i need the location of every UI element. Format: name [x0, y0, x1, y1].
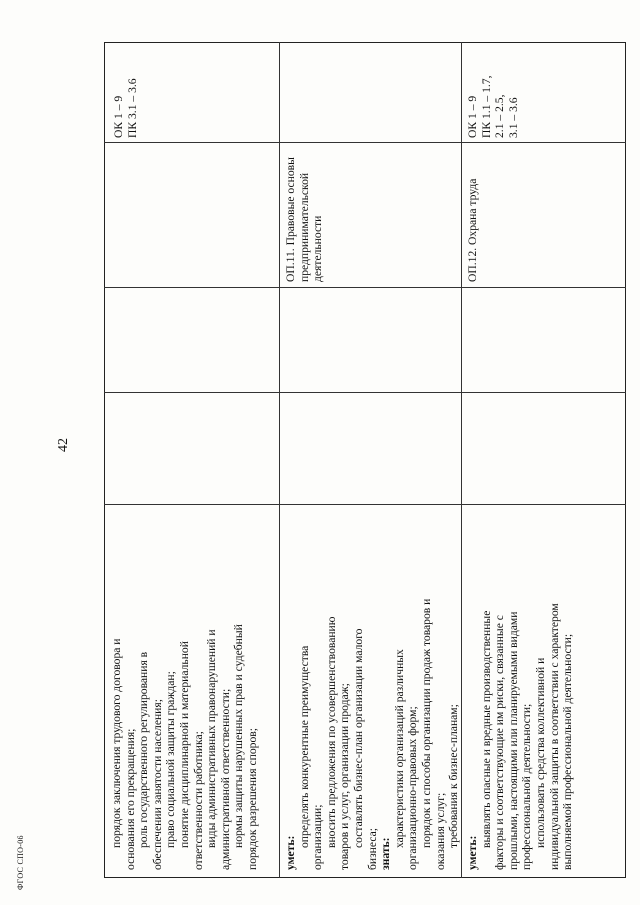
row2-line: знать: — [379, 837, 393, 870]
row1-content-text — [110, 508, 260, 870]
footer-label: ФГОС СПО-06 — [16, 835, 25, 890]
row2-line: уметь: — [284, 835, 297, 870]
row2-line: бизнеса; — [365, 828, 379, 870]
row3-line: выполняемой профессиональной деятельности; — [561, 633, 575, 870]
row1-line: понятие дисциплинарной и материальной — [177, 641, 191, 848]
row1-competencies — [112, 46, 139, 138]
row1-line: роль государственного регулирования в — [137, 651, 151, 848]
row2-line: оказания услуг; — [433, 792, 447, 870]
row1-line: право социальной защиты граждан; — [164, 671, 178, 848]
row2-line: организационно-правовых форм; — [406, 706, 420, 870]
row2-line: требования к бизнес-планам; — [447, 704, 461, 848]
competency-line: 3.1 – 3.6 — [506, 97, 520, 138]
row3-line: профессиональной деятельности; — [520, 703, 534, 870]
row1-line: порядок заключения трудового договора и — [110, 638, 123, 848]
row3-content-text — [466, 508, 575, 870]
competency-line: ОК 1 – 9 — [466, 95, 479, 138]
row2-content-text — [284, 508, 461, 870]
row2-line: товаров и услуг, организации продаж; — [338, 683, 352, 870]
row1-line: порядок разрешения споров; — [245, 728, 259, 870]
row2-line: составлять бизнес-план организации малого — [351, 628, 365, 848]
row1-line: административной ответственности; — [218, 688, 232, 870]
row2-line: порядок и способы организации продаж товаров и — [419, 598, 433, 848]
row3-line: прошлыми, настоящими или планируемыми видами — [506, 611, 520, 870]
row3-line: уметь: — [466, 835, 479, 870]
curriculum-table — [104, 42, 626, 878]
row2-line: организации; — [311, 804, 325, 870]
row-divider-1 — [279, 42, 280, 878]
row2-line: характеристики организаций различных — [392, 649, 406, 848]
row3-competencies — [466, 46, 520, 138]
row3-line: выявлять опасные и вредные производственные — [479, 610, 493, 848]
competency-line: ПК 1.1 – 1.7, — [479, 75, 493, 138]
competency-line: ПК 3.1 – 3.6 — [125, 78, 139, 138]
column-divider-1 — [104, 504, 626, 505]
row1-line: обеспечении занятости населения; — [150, 699, 164, 870]
page-number: 42 — [56, 438, 71, 452]
row1-line: ответственности работника; — [191, 731, 205, 870]
row2-discipline-title: ОП.11. Правовые основы предпринимательской деятельности — [284, 157, 325, 282]
row3-line: индивидуальной защиты в соответствии с характером — [547, 603, 561, 870]
row3-discipline-title: ОП.12. Охрана труда — [466, 178, 479, 282]
column-divider-4 — [104, 142, 626, 143]
competency-line: 2.1 – 2.5, — [493, 94, 507, 138]
row1-line: виды административных правонарушений и — [205, 629, 219, 848]
row2-line: вносить предложения по усовершенствованию — [324, 616, 338, 848]
column-divider-3 — [104, 287, 626, 288]
row1-line: нормы защиты нарушенных прав и судебный — [232, 624, 246, 848]
row-divider-2 — [461, 42, 462, 878]
row1-line: основания его прекращения; — [123, 728, 137, 870]
competency-line: ОК 1 – 9 — [112, 95, 125, 138]
row3-line: факторы и соответствующие им риски, связанные с — [493, 615, 507, 870]
row3-line: использовать средства коллективной и — [533, 657, 547, 848]
column-divider-2 — [104, 392, 626, 393]
row2-line: определять конкурентные преимущества — [297, 645, 311, 848]
